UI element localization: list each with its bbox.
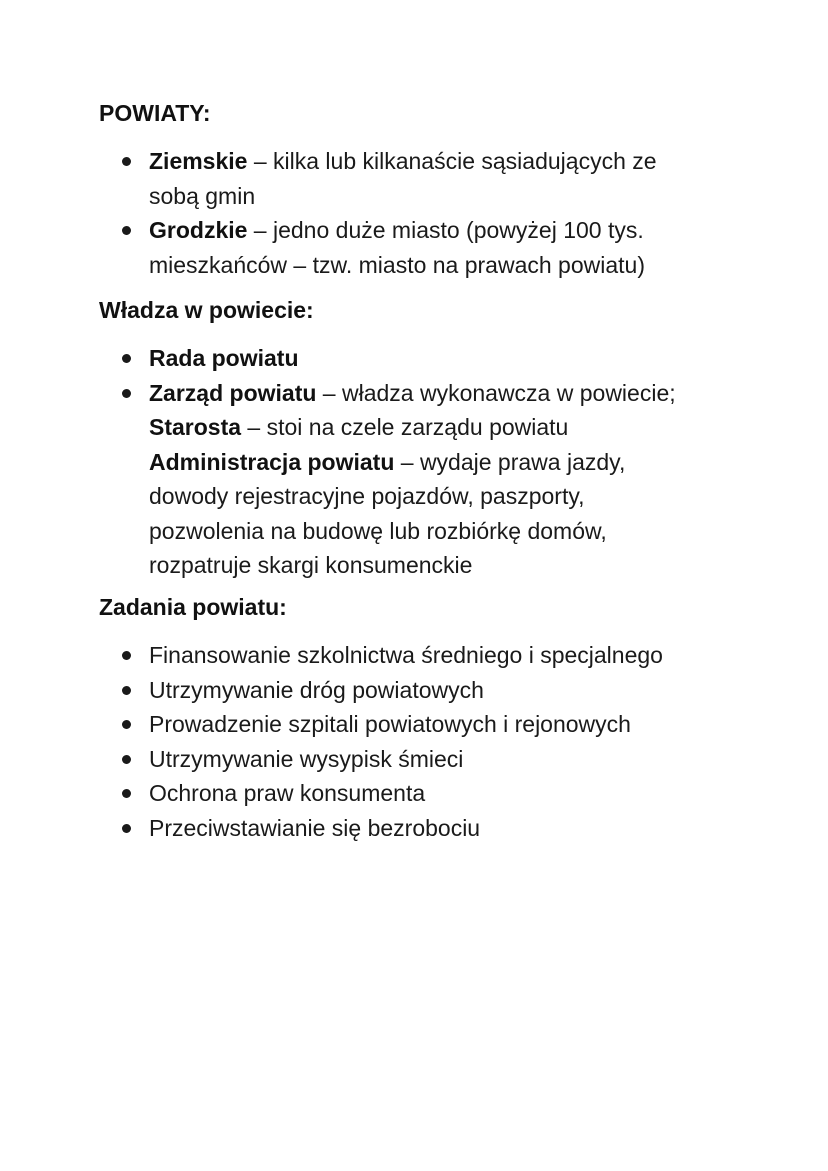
list-item <box>0 213 828 282</box>
zadania-heading: Zadania powiatu: <box>99 594 287 620</box>
starosta-description: – stoi na czele zarządu powiatu <box>241 414 569 440</box>
wladza-list <box>0 341 828 583</box>
bullet-icon <box>122 354 131 363</box>
powiaty-list <box>0 144 828 282</box>
term-ziemskie: Ziemskie <box>149 148 248 174</box>
bullet-icon <box>122 755 131 764</box>
list-item <box>0 638 828 673</box>
powiaty-heading: POWIATY: <box>99 100 211 126</box>
bullet-icon <box>122 720 131 729</box>
list-item-line <box>149 376 758 411</box>
wladza-heading: Władza w powiecie: <box>99 297 314 323</box>
zadanie-text: Ochrona praw konsumenta <box>149 780 426 806</box>
grodzkie-description: – jedno duże miasto (powyżej 100 tys. <box>247 217 644 243</box>
administracja-description-line: dowody rejestracyjne pojazdów, paszporty, <box>149 483 585 509</box>
zadanie-text: Prowadzenie szpitali powiatowych i rejonowych <box>149 711 631 737</box>
list-item <box>0 341 828 376</box>
list-item-line <box>149 144 758 179</box>
list-item <box>0 144 828 213</box>
term-administracja-powiatu: Administracja powiatu <box>149 448 395 475</box>
zadanie-text: Utrzymywanie wysypisk śmieci <box>149 745 464 772</box>
ziemskie-description-continued: sobą gmin <box>149 182 256 209</box>
bullet-icon <box>122 157 131 166</box>
bullet-icon <box>122 389 131 398</box>
zarzad-description: – władza wykonawcza w powiecie; <box>316 379 676 406</box>
term-zarzad-powiatu: Zarząd powiatu <box>149 379 317 406</box>
list-item-line <box>149 445 758 480</box>
zadanie-text: Przeciwstawianie się bezrobociu <box>149 814 481 841</box>
term-grodzkie: Grodzkie <box>149 217 248 243</box>
zadanie-text: Utrzymywanie dróg powiatowych <box>149 676 484 703</box>
bullet-icon <box>122 226 131 235</box>
administracja-description: – wydaje prawa jazdy, <box>394 448 626 475</box>
list-item-line <box>149 213 758 248</box>
list-item-line <box>149 410 758 445</box>
list-item <box>0 811 828 846</box>
bullet-icon <box>122 686 131 695</box>
zadanie-text: Finansowanie szkolnictwa średniego i specjalnego <box>149 642 663 668</box>
bullet-icon <box>122 789 131 798</box>
list-item <box>0 707 828 742</box>
grodzkie-description-continued: mieszkańców – tzw. miasto na prawach powiatu) <box>149 251 645 278</box>
list-item <box>0 776 828 811</box>
bullet-icon <box>122 651 131 660</box>
list-item <box>0 742 828 777</box>
administracja-description-line: pozwolenia na budowę lub rozbiórkę domów, <box>149 517 607 544</box>
ziemskie-description: – kilka lub kilkanaście sąsiadujących ze <box>247 148 657 174</box>
term-starosta: Starosta <box>149 414 242 440</box>
list-item <box>0 673 828 708</box>
bullet-icon <box>122 824 131 833</box>
rada-powiatu: Rada powiatu <box>149 345 299 371</box>
list-item <box>0 376 828 583</box>
zadania-list <box>0 638 828 845</box>
administracja-description-line: rozpatruje skargi konsumenckie <box>149 552 473 578</box>
